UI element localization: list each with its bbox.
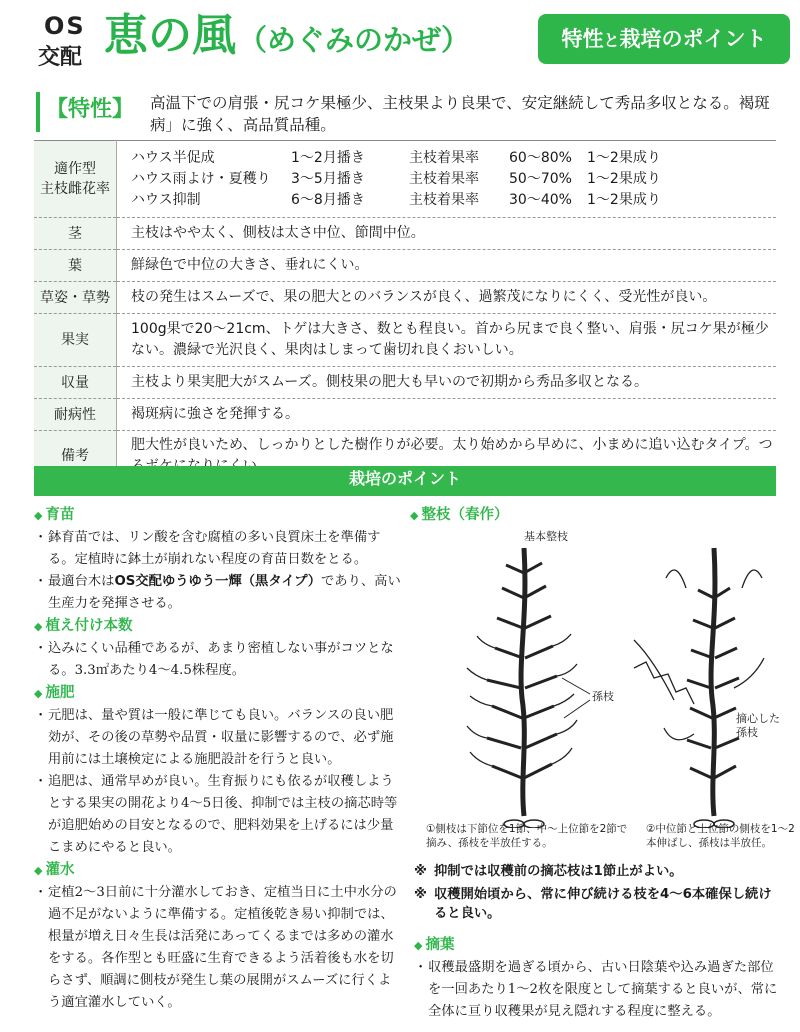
item-text: 元肥は、量や質は一般に準じても良い。バランスの良い肥効が、その後の草勢や品質・収量に影響するので、必ず施用前には土壌検定による施肥設計を行うと良い。 — [48, 708, 394, 767]
plan-sow: 1〜2月播き — [291, 149, 365, 166]
note-mark: ※ — [414, 864, 427, 879]
label-grand-branch: 孫枝 — [592, 690, 614, 703]
diamond-icon: ◆ — [34, 864, 43, 877]
item-text: 鉢育苗では、リン酸を含む腐植の多い良質床土を準備する。定植時に鉢土が崩れない程度の育苗日数をとる。 — [48, 530, 381, 567]
item-text: 収穫最盛期を過ぎる頃から、古い日陰葉や込み過ぎた部位を一回あたり1〜2枚を限度として摘葉すると良いが、常に全体に亘り収穫果が見え隠れする程度に整える。 — [428, 960, 778, 1019]
table-key: 収量 — [34, 367, 117, 399]
plan-row — [131, 169, 776, 190]
plan-type: ハウス半促成 — [131, 149, 215, 166]
heading-text: 育苗 — [45, 507, 75, 523]
os-label: OS — [44, 12, 86, 40]
accent-bar — [36, 92, 40, 132]
plan-row — [131, 148, 776, 169]
plan-type: ハウス雨よけ・夏穫り — [131, 170, 271, 187]
plan-fruit: 1〜2果成り — [587, 170, 661, 187]
badge-text-3: 栽培のポイント — [619, 27, 767, 51]
note-item — [414, 862, 780, 881]
caption-1: ①側枝は下節位を1節、中〜上位節を2節で摘み、孫枝を半放任する。 — [426, 823, 628, 849]
pruning-diagram — [424, 528, 784, 828]
page-title — [104, 10, 470, 66]
note-item — [414, 885, 780, 923]
heading-fertilizer — [34, 682, 404, 705]
notes — [414, 862, 780, 927]
plan-row — [131, 190, 776, 211]
plan-label: 主枝着果率 — [409, 149, 479, 166]
table-key: 果実 — [34, 314, 117, 367]
table-key: 葉 — [34, 250, 117, 282]
item-text: 定植2〜3日前に十分灌水しておき、定植当日に土中水分の過不足がないように準備する。定植後乾き易い抑制では、根量が増え日々生長は活発にあってくるまでは多めの灌水をする。各作型とも旺盛に生育できるよう活着後も水を切らさず、順調に側枝が発生し葉の展開がスムーズに行くよう適宜灌水していく。 — [48, 885, 397, 1010]
table-row — [34, 314, 776, 367]
note-text: 収穫開始頃から、常に伸び続ける枝を4〜6本確保し続けると良い。 — [434, 887, 772, 921]
left-column — [34, 504, 404, 1014]
table-value: 褐斑病に強さを発揮する。 — [117, 399, 777, 431]
label-pinched-2: 孫枝 — [736, 726, 758, 739]
spec-table — [34, 140, 776, 482]
heading-watering — [34, 859, 404, 882]
item-text-rich: 最適台木はOS交配ゆうゆう一輝（黒タイプ）であり、高い生産力を発揮させる。 — [48, 574, 401, 611]
table-row — [34, 282, 776, 314]
label-basic: 基本整枝 — [524, 530, 568, 543]
os-cross-mark — [34, 12, 96, 70]
heading-text: 整枝（春作） — [421, 507, 509, 523]
heading-text: 施肥 — [45, 685, 75, 701]
header — [0, 0, 800, 88]
table-key: 耐病性 — [34, 399, 117, 431]
heading-nursery — [34, 504, 404, 527]
table-key — [34, 141, 117, 218]
list-item: ・ 追肥は、通常早めが良い。生育振りにも依るが収穫しようとする果実の開花より4〜5日後、抑制では主枝の摘芯時等が追肥始めの目安となるので、肥料効果を上げるには少量こまめにやると良い。 — [34, 774, 398, 855]
heading-text: 植え付け本数 — [45, 618, 133, 634]
diamond-icon: ◆ — [414, 939, 423, 952]
key-line: 適作型 — [54, 161, 96, 177]
variety-reading: （めぐみのかぜ） — [238, 23, 471, 57]
key-line: 主枝雌花率 — [40, 181, 110, 197]
list-item: ・ 最適台木はOS交配ゆうゆう一輝（黒タイプ）であり、高い生産力を発揮させる。 — [34, 574, 401, 611]
list-item: ・ 定植2〜3日前に十分灌水しておき、定植当日に土中水分の過不足がないように準備する。定植後乾き易い抑制では、根量が増え日々生長は活発にあってくるまでは多めの灌水をする。各作型とも旺盛に生育できるよう活着後も水を切らさず、順調に側枝が発生し葉の展開がスムーズに行くよう適宜灌水していく。 — [34, 885, 397, 1010]
rootstock-name: OS交配ゆうゆう一輝（黒タイプ） — [114, 574, 321, 589]
plan-fruit: 1〜2果成り — [587, 191, 661, 208]
list-item: ・ 元肥は、量や質は一般に準じても良い。バランスの良い肥効が、その後の草勢や品質・収量に影響するので、必ず施用前には土壌検定による施肥設計を行うと良い。 — [34, 708, 394, 767]
leaf-removal — [414, 934, 780, 1023]
badge-text-1: 特性 — [561, 27, 604, 51]
badge-text-2: と — [603, 31, 620, 50]
table-value: 枝の発生はスムーズで、果の肥大とのバランスが良く、過繁茂になりにくく、受光性が良い。 — [117, 282, 777, 314]
table-value: 主枝はやや太く、側枝は太さ中位、節間中位。 — [117, 218, 777, 250]
list-item: ・ 込みにくい品種であるが、あまり密植しない事がコツとなる。3.3㎡あたり4〜4.5株程度。 — [34, 641, 394, 678]
table-row — [34, 141, 776, 218]
table-value: 鮮緑色で中位の大きさ、垂れにくい。 — [117, 250, 777, 282]
diamond-icon: ◆ — [34, 687, 43, 700]
item-text: 追肥は、通常早めが良い。生育振りにも依るが収穫しようとする果実の開花より4〜5日後、抑制では主枝の摘芯時等が追肥始めの目安となるので、肥料効果を上げるには少量こまめにやると良い。 — [48, 774, 398, 855]
list-item: ・ 鉢育苗では、リン酸を含む腐植の多い良質床土を準備する。定植時に鉢土が崩れない程度の育苗日数をとる。 — [34, 530, 381, 567]
table-row — [34, 367, 776, 399]
plan-fruit: 1〜2果成り — [587, 149, 661, 166]
heading-pruning — [410, 504, 782, 527]
list-item: ・ 収穫最盛期を過ぎる頃から、古い日陰葉や込み過ぎた部位を一回あたり1〜2枚を限度として摘葉すると良いが、常に全体に亘り収穫果が見え隠れする程度に整える。 — [414, 960, 778, 1019]
plan-rate: 50〜70% — [509, 170, 572, 187]
cross-label: 交配 — [38, 45, 83, 70]
characteristics-box — [36, 88, 776, 140]
diamond-icon: ◆ — [410, 509, 419, 522]
plan-type: ハウス抑制 — [131, 191, 201, 208]
heading-text: 摘葉 — [425, 937, 455, 953]
plan-label: 主枝着果率 — [409, 170, 479, 187]
table-value: 主枝より果実肥大がスムーズ。側枝果の肥大も早いので初期から秀品多収となる。 — [117, 367, 777, 399]
table-value — [117, 141, 777, 218]
item-text: 込みにくい品種であるが、あまり密植しない事がコツとなる。3.3㎡あたり4〜4.5株程度。 — [48, 641, 394, 678]
table-row — [34, 218, 776, 250]
section-title: 栽培のポイント — [348, 469, 461, 488]
caption-2: ②中位節と上位節の側枝を1〜2本伸ばし、孫枝は半放任。 — [646, 823, 795, 849]
plan-sow: 6〜8月播き — [291, 191, 365, 208]
heading-planting — [34, 615, 404, 638]
variety-name: 恵の風 — [104, 10, 236, 61]
heading-text: 灌水 — [45, 862, 75, 878]
table-row — [34, 250, 776, 282]
table-key: 茎 — [34, 218, 117, 250]
section-header — [34, 466, 776, 496]
table-row — [34, 399, 776, 431]
note-mark: ※ — [414, 887, 427, 902]
note-text: 抑制では収穫前の摘芯枝は1節止がよい。 — [434, 864, 683, 879]
plant-basic — [467, 548, 577, 828]
diamond-icon: ◆ — [34, 509, 43, 522]
label-pinched-1: 摘心した — [736, 712, 780, 725]
right-column — [410, 504, 795, 1019]
plan-rate: 30〜40% — [509, 191, 572, 208]
table-value: 100g果で20〜21cm、トゲは大きさ、数とも程良い。首から尻まで良く整い、肩張・尻コケ果が極少ない。濃緑で光沢良く、果肉はしまって歯切れ良くおいしい。 — [117, 314, 777, 367]
plan-label: 主枝着果率 — [409, 191, 479, 208]
plan-sow: 3〜5月播き — [291, 170, 365, 187]
diamond-icon: ◆ — [34, 620, 43, 633]
plant-pinched — [634, 548, 764, 828]
table-key: 草姿・草勢 — [34, 282, 117, 314]
section-badge — [538, 14, 790, 64]
heading-leaf — [414, 934, 780, 957]
plan-rate: 60〜80% — [509, 149, 572, 166]
table-key: 備考 — [34, 431, 117, 482]
table-value: 肥大性が良いため、しっかりとした樹作りが必要。太り始めから早めに、小まめに追い込むタイプ。つ — [117, 431, 777, 482]
characteristics-label: 【特性】 — [46, 97, 135, 122]
characteristics-text: 高温下での肩張・尻コケ果極少、主枝果より良果で、安定継続して秀品多収となる。褐斑病」に強く、高品質品種。 — [150, 94, 770, 134]
